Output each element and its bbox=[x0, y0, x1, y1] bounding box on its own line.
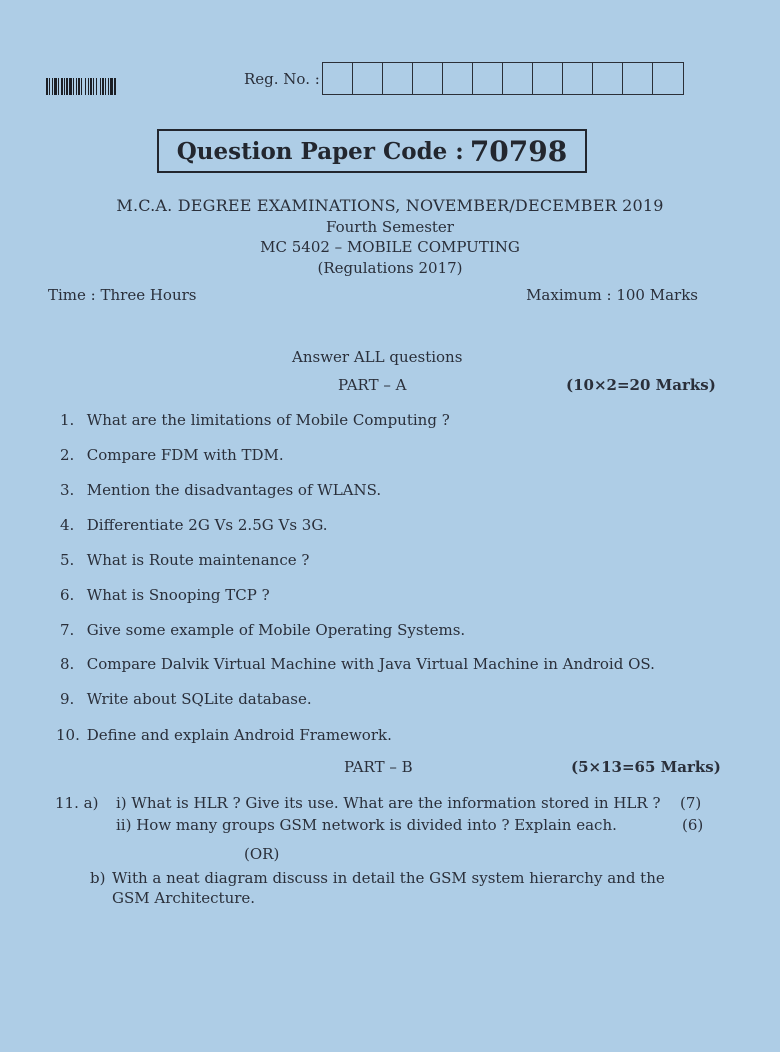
reg-no-box bbox=[323, 63, 353, 94]
time-allowed: Time : Three Hours bbox=[48, 286, 197, 304]
subject: MC 5402 – MOBILE COMPUTING bbox=[260, 238, 520, 256]
barcode-image bbox=[46, 78, 152, 95]
question-item: 1. What are the limitations of Mobile Computing ? bbox=[60, 411, 450, 429]
reg-no-box bbox=[653, 63, 683, 94]
reg-no-box bbox=[623, 63, 653, 94]
question-item: 10. Define and explain Android Framework. bbox=[56, 726, 392, 744]
reg-no-box bbox=[503, 63, 533, 94]
maximum-marks: Maximum : 100 Marks bbox=[526, 286, 698, 304]
reg-no-box bbox=[443, 63, 473, 94]
part-b-title: PART – B bbox=[344, 758, 413, 776]
part-b-marks: (5×13=65 Marks) bbox=[571, 758, 721, 776]
question-11b-text: With a neat diagram discuss in detail the GSM system hierarchy and the GSM Architecture. bbox=[112, 869, 665, 907]
question-11b bbox=[90, 868, 690, 908]
question-item: 6. What is Snooping TCP ? bbox=[60, 586, 270, 604]
question-11a-ii: ii) How many groups GSM network is divided into ? Explain each. bbox=[116, 816, 617, 834]
question-11-label: 11. a) bbox=[55, 794, 99, 812]
regulations: (Regulations 2017) bbox=[317, 259, 463, 277]
reg-no-box bbox=[413, 63, 443, 94]
question-11b-label: b) bbox=[90, 869, 106, 887]
question-11a-i-marks: (7) bbox=[680, 794, 702, 812]
part-a-marks: (10×2=20 Marks) bbox=[566, 376, 716, 394]
reg-no-box bbox=[353, 63, 383, 94]
reg-no-box bbox=[593, 63, 623, 94]
question-item: 2. Compare FDM with TDM. bbox=[60, 446, 284, 464]
question-11a-ii-marks: (6) bbox=[682, 816, 704, 834]
exam-title: M.C.A. DEGREE EXAMINATIONS, NOVEMBER/DECEMBER 2019 bbox=[116, 196, 664, 215]
part-a-title: PART – A bbox=[338, 376, 407, 394]
reg-no-box bbox=[533, 63, 563, 94]
reg-no-label: Reg. No. : bbox=[244, 70, 320, 88]
question-item: 5. What is Route maintenance ? bbox=[60, 551, 310, 569]
question-item: 3. Mention the disadvantages of WLANS. bbox=[60, 481, 382, 499]
reg-no-boxes bbox=[322, 62, 684, 95]
question-11a-i: i) What is HLR ? Give its use. What are the information stored in HLR ? bbox=[116, 794, 661, 812]
code-label: Question Paper Code : bbox=[176, 137, 464, 165]
or-separator: (OR) bbox=[244, 845, 280, 863]
semester: Fourth Semester bbox=[326, 218, 454, 236]
question-item: 9. Write about SQLite database. bbox=[60, 690, 312, 708]
question-item: 8. Compare Dalvik Virtual Machine with Java Virtual Machine in Android OS. bbox=[60, 655, 655, 673]
answer-instruction: Answer ALL questions bbox=[292, 348, 463, 366]
question-item: 4. Differentiate 2G Vs 2.5G Vs 3G. bbox=[60, 516, 328, 534]
reg-no-box bbox=[563, 63, 593, 94]
question-item: 7. Give some example of Mobile Operating Systems. bbox=[60, 621, 466, 639]
code-number: 70798 bbox=[469, 134, 568, 168]
reg-no-box bbox=[383, 63, 413, 94]
reg-no-box bbox=[473, 63, 503, 94]
question-paper-code-box bbox=[157, 129, 587, 173]
